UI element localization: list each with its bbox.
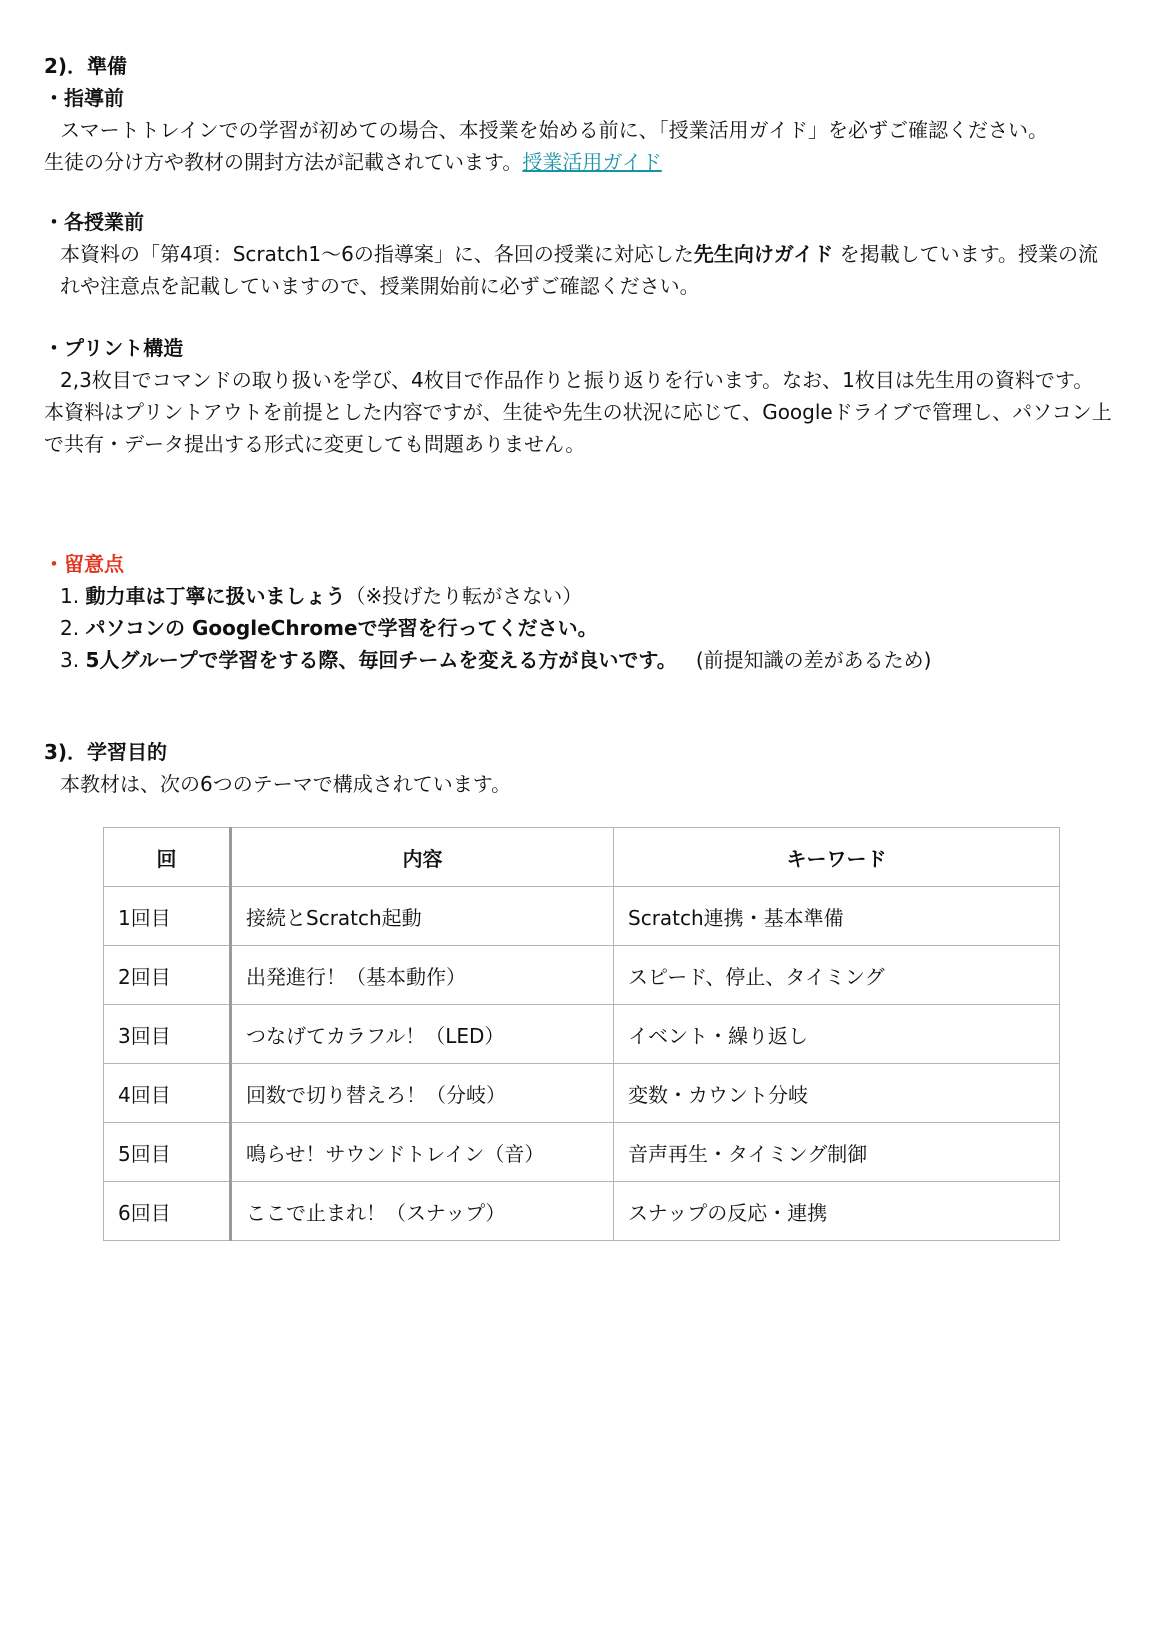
cell-content: 出発進行！（基本動作） [231, 946, 614, 1005]
print-structure-p2: 本資料はプリントアウトを前提とした内容ですが、生徒や先生の状況に応じて、Googleドライブで管理し、パソコン上で共有・データ提出する形式に変更しても問題ありません。 [44, 400, 1112, 456]
cell-round: 2回目 [104, 946, 231, 1005]
note-1-num: 1. [60, 584, 80, 608]
section-2-heading: 2)．準備 [44, 54, 128, 78]
print-structure-block [44, 332, 1114, 460]
cell-content: 回数で切り替えろ！（分岐） [231, 1064, 614, 1123]
note-3-num: 3. [60, 648, 80, 672]
guide-link[interactable]: 授業活用ガイド [522, 150, 662, 174]
note-item-3 [44, 644, 1114, 676]
cell-keyword: イベント・繰り返し [614, 1005, 1060, 1064]
cell-round: 6回目 [104, 1182, 231, 1241]
table-row [104, 1123, 1060, 1182]
notes-block [44, 548, 1114, 676]
cell-keyword: 変数・カウント分岐 [614, 1064, 1060, 1123]
note-item-2 [44, 612, 1114, 644]
cell-content: 接続とScratch起動 [231, 887, 614, 946]
section-3-heading: 3)．学習目的 [44, 740, 168, 764]
cell-content: 鳴らせ！サウンドトレイン（音） [231, 1123, 614, 1182]
teacher-guide-bold: 先生向けガイド [693, 242, 834, 266]
themes-table [103, 827, 1060, 1241]
pre-class-block [44, 82, 1114, 178]
pre-class-line2-text: 生徒の分け方や教材の開封方法が記載されています。 [44, 150, 523, 174]
cell-round: 3回目 [104, 1005, 231, 1064]
cell-round: 1回目 [104, 887, 231, 946]
header-content: 内容 [231, 828, 614, 887]
note-1-rest: （※投げたり転がさない） [345, 584, 583, 608]
cell-content: ここで止まれ！（スナップ） [231, 1182, 614, 1241]
cell-keyword: 音声再生・タイミング制御 [614, 1123, 1060, 1182]
note-item-1 [44, 580, 1114, 612]
table-header-row [104, 828, 1060, 887]
note-1-bold: 動力車は丁寧に扱いましょう [85, 584, 346, 608]
cell-keyword: スピード、停止、タイミング [614, 946, 1060, 1005]
cell-keyword: Scratch連携・基本準備 [614, 887, 1060, 946]
pre-class-line2 [44, 146, 1114, 178]
table-row [104, 1182, 1060, 1241]
header-keyword: キーワード [614, 828, 1060, 887]
print-structure-title: ・プリント構造 [44, 336, 184, 360]
cell-round: 4回目 [104, 1064, 231, 1123]
notes-title: ・留意点 [44, 552, 124, 576]
table-row [104, 1005, 1060, 1064]
cell-content: つなげてカラフル！（LED） [231, 1005, 614, 1064]
cell-round: 5回目 [104, 1123, 231, 1182]
section-3-intro: 本教材は、次の6つのテーマで構成されています。 [60, 772, 512, 796]
pre-class-line1: スマートトレインでの学習が初めての場合、本授業を始める前に、「授業活用ガイド」を必ずご確認ください。 [60, 118, 1048, 142]
table-row [104, 1064, 1060, 1123]
table-row [104, 887, 1060, 946]
each-class-text-pre: 本資料の「第4項：Scratch1〜6の指導案」に、各回の授業に対応した [60, 242, 694, 266]
table-row [104, 946, 1060, 1005]
note-3-bold: 5人グループで学習をする際、毎回チームを変える方が良いです。 [85, 648, 677, 672]
note-2-num: 2. [60, 616, 80, 640]
each-class-text-post: を掲載しています。授業の流れや注意点を記載していますので、授業開始前に必ずご確認ください。 [60, 242, 1099, 298]
note-3-rest: (前提知識の差があるため) [695, 648, 932, 672]
each-class-title: ・各授業前 [44, 210, 144, 234]
header-round: 回 [104, 828, 231, 887]
pre-class-title: ・指導前 [44, 86, 124, 110]
section-3-block [44, 736, 1114, 800]
each-class-block [44, 206, 1114, 302]
note-2-bold: パソコンの GoogleChromeで学習を行ってください。 [85, 616, 598, 640]
cell-keyword: スナップの反応・連携 [614, 1182, 1060, 1241]
print-structure-p1: 2,3枚目でコマンドの取り扱いを学び、4枚目で作品作りと振り返りを行います。なお、1枚目は先生用の資料です。 [60, 368, 1094, 392]
each-class-paragraph [44, 238, 1114, 302]
